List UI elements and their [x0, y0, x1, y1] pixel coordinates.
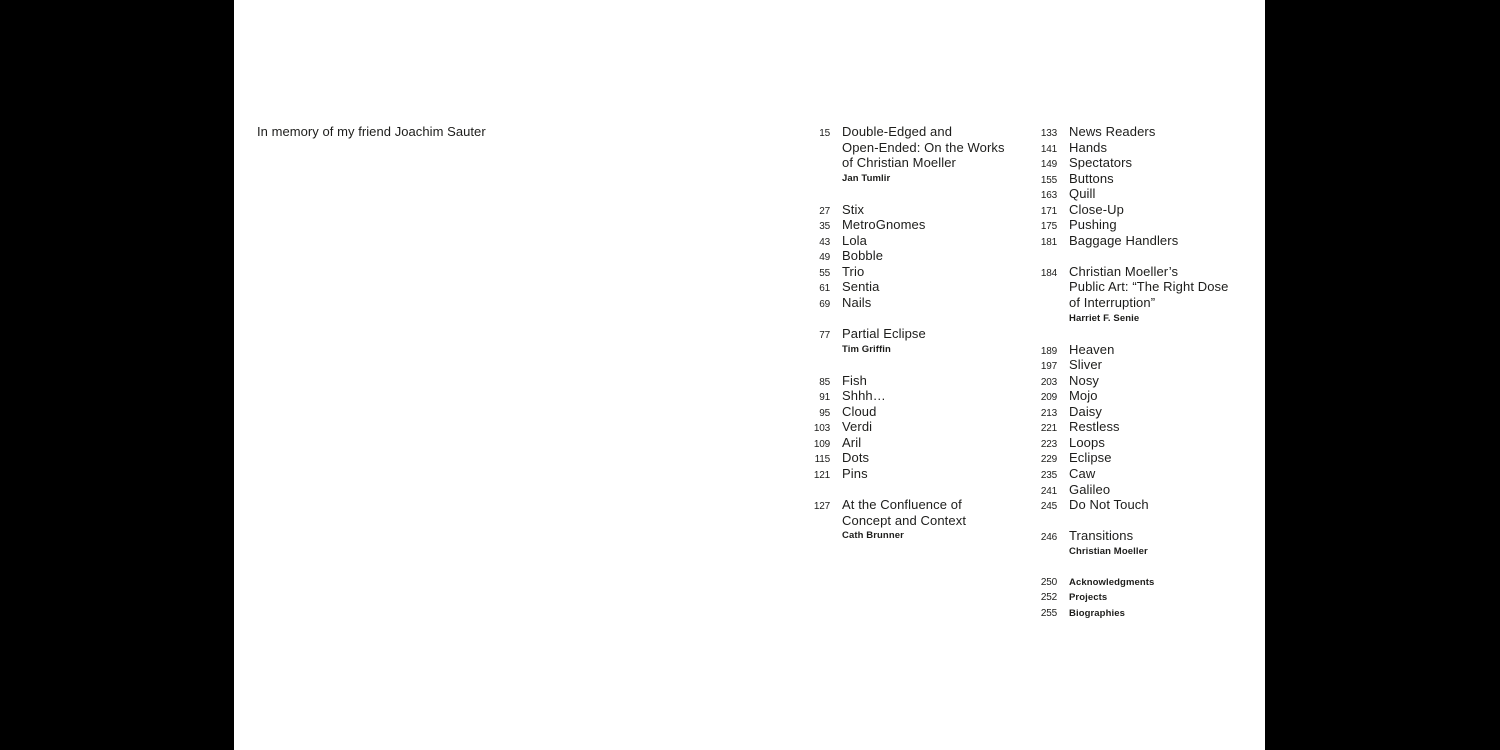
toc-page-number: 245 — [1040, 501, 1057, 513]
toc-page-number: 250 — [1040, 576, 1057, 588]
toc-entry-row — [1015, 590, 1260, 606]
toc-entry-row — [1015, 186, 1260, 202]
toc-entry-title: Pushing — [1069, 217, 1117, 233]
toc-page-number: 252 — [1040, 592, 1057, 604]
toc-page-number: 209 — [1040, 392, 1057, 404]
toc-entry-row — [1015, 155, 1260, 171]
toc-page-number: 221 — [1040, 423, 1057, 435]
toc-page-number: 35 — [819, 221, 830, 233]
toc-entry-title: Quill — [1069, 186, 1096, 202]
toc-entry-title: of Interruption” — [1069, 295, 1156, 311]
toc-entry-title: Lola — [842, 232, 867, 248]
toc-page-number: 163 — [1040, 190, 1057, 202]
toc-entry-title: Fish — [842, 372, 867, 388]
toc-entry-row — [788, 171, 1033, 187]
toc-entry-title: Galileo — [1069, 481, 1111, 497]
toc-entry-row — [788, 248, 1033, 264]
toc-entry-author: Cath Brunner — [842, 530, 904, 542]
toc-page-number: 155 — [1040, 174, 1057, 186]
toc-page-number: 171 — [1040, 205, 1057, 217]
toc-entry-row — [1015, 435, 1260, 451]
toc-page-number: 223 — [1040, 438, 1057, 450]
toc-group — [788, 497, 1033, 544]
toc-entry-title: At the Confluence of — [842, 497, 962, 513]
toc-entry-row — [788, 450, 1033, 466]
toc-entry-row — [1015, 342, 1260, 358]
toc-entry-row — [788, 466, 1033, 482]
toc-entry-row — [1015, 419, 1260, 435]
left-black-bar — [0, 0, 234, 750]
toc-entry-title: Mojo — [1069, 388, 1098, 404]
toc-group — [1015, 124, 1260, 248]
toc-entry-row — [1015, 388, 1260, 404]
toc-entry-row — [1015, 497, 1260, 513]
toc-entry-title: Spectators — [1069, 155, 1133, 171]
toc-page-number: 246 — [1040, 532, 1057, 544]
toc-page-number: 197 — [1040, 361, 1057, 373]
toc-page-number: 85 — [819, 376, 830, 388]
toc-entry-row — [1015, 450, 1260, 466]
toc-page-number: 229 — [1040, 454, 1057, 466]
toc-entry-row — [788, 217, 1033, 233]
toc-entry-title: Shhh… — [842, 388, 886, 404]
toc-page-number: 241 — [1040, 485, 1057, 497]
toc-entry-title: Nails — [842, 295, 872, 311]
toc-entry-row — [788, 264, 1033, 280]
toc-page-number: 115 — [814, 454, 830, 466]
toc-page-number: 91 — [819, 392, 830, 404]
toc-page-number: 184 — [1040, 267, 1057, 279]
toc-entry-title: Dots — [842, 450, 870, 466]
toc-entry-title: Baggage Handlers — [1069, 232, 1179, 248]
toc-entry-title: Verdi — [842, 419, 873, 435]
toc-entry-title: Close-Up — [1069, 201, 1124, 217]
toc-entry-title: MetroGnomes — [842, 217, 926, 233]
toc-entry-row — [1015, 279, 1260, 295]
toc-page-number: 43 — [819, 236, 830, 248]
toc-group — [788, 202, 1033, 311]
toc-entry-row — [1015, 124, 1260, 140]
toc-entry-title: Do Not Touch — [1069, 497, 1149, 513]
toc-entry-row — [1015, 217, 1260, 233]
toc-page-number: 255 — [1040, 607, 1057, 619]
toc-entry-title: Sentia — [842, 279, 880, 295]
toc-page-number: 181 — [1040, 236, 1057, 248]
toc-entry-title: Transitions — [1069, 528, 1134, 544]
toc-entry-title: Christian Moeller’s — [1069, 263, 1179, 279]
toc-entry-row — [1015, 311, 1260, 327]
toc-group — [788, 124, 1033, 186]
toc-group — [1015, 528, 1260, 559]
toc-entry-title: News Readers — [1069, 124, 1156, 139]
toc-page-number: 121 — [813, 470, 830, 482]
toc-entry-row — [788, 295, 1033, 311]
toc-entry-title: Loops — [1069, 434, 1105, 450]
toc-entry-row — [788, 279, 1033, 295]
toc-entry-row — [1015, 233, 1260, 249]
toc-entry-title: Open-Ended: On the Works — [842, 139, 1005, 155]
toc-entry-row — [1015, 202, 1260, 218]
toc-group — [788, 373, 1033, 482]
toc-entry-title: of Christian Moeller — [842, 155, 956, 171]
toc-page-number: 203 — [1040, 376, 1057, 388]
toc-group — [1015, 575, 1260, 622]
toc-entry-author: Jan Tumlir — [842, 172, 891, 184]
toc-entry-title: Daisy — [1069, 403, 1103, 419]
toc-entry-title: Nosy — [1069, 372, 1100, 388]
toc-page-number: 77 — [819, 330, 830, 342]
book-page-spread — [234, 0, 1265, 750]
dedication-text: In memory of my friend Joachim Sauter — [257, 124, 486, 139]
toc-entry-title: Public Art: “The Right Dose — [1069, 279, 1229, 295]
toc-entry-row — [1015, 373, 1260, 389]
toc-entry-author: Tim Griffin — [842, 343, 891, 355]
toc-page-number: 149 — [1040, 159, 1057, 171]
toc-entry-row — [788, 326, 1033, 342]
toc-entry-title: Bobble — [842, 248, 884, 264]
toc-entry-row — [1015, 264, 1260, 280]
toc-entry-row — [788, 513, 1033, 529]
toc-page-number: 49 — [819, 252, 830, 264]
toc-page-number: 109 — [813, 438, 830, 450]
toc-page-number: 141 — [1040, 143, 1057, 155]
toc-group — [1015, 342, 1260, 513]
toc-entry-title: Trio — [842, 263, 865, 279]
toc-page-number: 27 — [819, 205, 830, 217]
toc-page-number: 235 — [1040, 470, 1057, 482]
right-black-bar — [1265, 0, 1500, 750]
toc-page-number: 69 — [819, 299, 830, 311]
toc-entry-title: Aril — [842, 434, 862, 450]
toc-entry-title: Partial Eclipse — [842, 326, 926, 342]
toc-entry-title: Caw — [1069, 466, 1096, 482]
toc-entry-row — [788, 435, 1033, 451]
toc-entry-row — [788, 497, 1033, 513]
toc-entry-author: Christian Moeller — [1069, 545, 1148, 557]
toc-entry-row — [788, 155, 1033, 171]
toc-entry-author: Harriet F. Senie — [1069, 312, 1140, 324]
toc-entry-row — [1015, 404, 1260, 420]
toc-entry-title: Acknowledgments — [1069, 576, 1155, 588]
toc-entry-title: Biographies — [1069, 607, 1125, 619]
toc-entry-title: Projects — [1069, 592, 1108, 604]
toc-page-number: 103 — [813, 423, 830, 435]
toc-column-2 — [1015, 124, 1260, 622]
toc-entry-row — [1015, 544, 1260, 560]
toc-entry-title: Restless — [1069, 419, 1120, 435]
toc-entry-title: Buttons — [1069, 170, 1114, 186]
toc-page-number: 175 — [1040, 221, 1057, 233]
toc-entry-row — [1015, 606, 1260, 622]
toc-entry-title: Double-Edged and — [842, 124, 953, 139]
toc-entry-title: Concept and Context — [842, 512, 967, 528]
toc-group — [1015, 264, 1260, 326]
toc-entry-row — [788, 419, 1033, 435]
toc-page-number: 15 — [819, 128, 830, 139]
toc-entry-row — [788, 404, 1033, 420]
toc-group — [788, 326, 1033, 357]
toc-entry-row — [1015, 295, 1260, 311]
toc-entry-row — [788, 124, 1033, 140]
toc-entry-row — [1015, 140, 1260, 156]
toc-entry-row — [1015, 575, 1260, 591]
toc-entry-row — [788, 140, 1033, 156]
toc-entry-row — [1015, 482, 1260, 498]
toc-column-1 — [788, 124, 1033, 544]
toc-entry-title: Sliver — [1069, 357, 1103, 373]
toc-entry-row — [788, 388, 1033, 404]
toc-entry-row — [788, 528, 1033, 544]
toc-entry-title: Hands — [1069, 139, 1108, 155]
toc-entry-row — [788, 233, 1033, 249]
toc-page-number: 61 — [819, 283, 830, 295]
toc-page-number: 55 — [819, 267, 830, 279]
toc-entry-row — [788, 342, 1033, 358]
toc-page-number: 95 — [819, 407, 830, 419]
toc-page-number: 189 — [1040, 345, 1057, 357]
toc-entry-row — [1015, 357, 1260, 373]
toc-entry-title: Pins — [842, 466, 868, 482]
toc-entry-title: Heaven — [1069, 341, 1115, 357]
toc-entry-row — [788, 202, 1033, 218]
toc-page-number: 133 — [1040, 128, 1057, 139]
toc-entry-title: Cloud — [842, 403, 877, 419]
toc-page-number: 213 — [1040, 407, 1057, 419]
toc-entry-row — [1015, 171, 1260, 187]
toc-entry-row — [1015, 528, 1260, 544]
toc-entry-row — [1015, 466, 1260, 482]
toc-entry-title: Eclipse — [1069, 450, 1112, 466]
toc-page-number: 127 — [813, 501, 830, 513]
toc-entry-row — [788, 373, 1033, 389]
toc-entry-title: Stix — [842, 201, 865, 217]
